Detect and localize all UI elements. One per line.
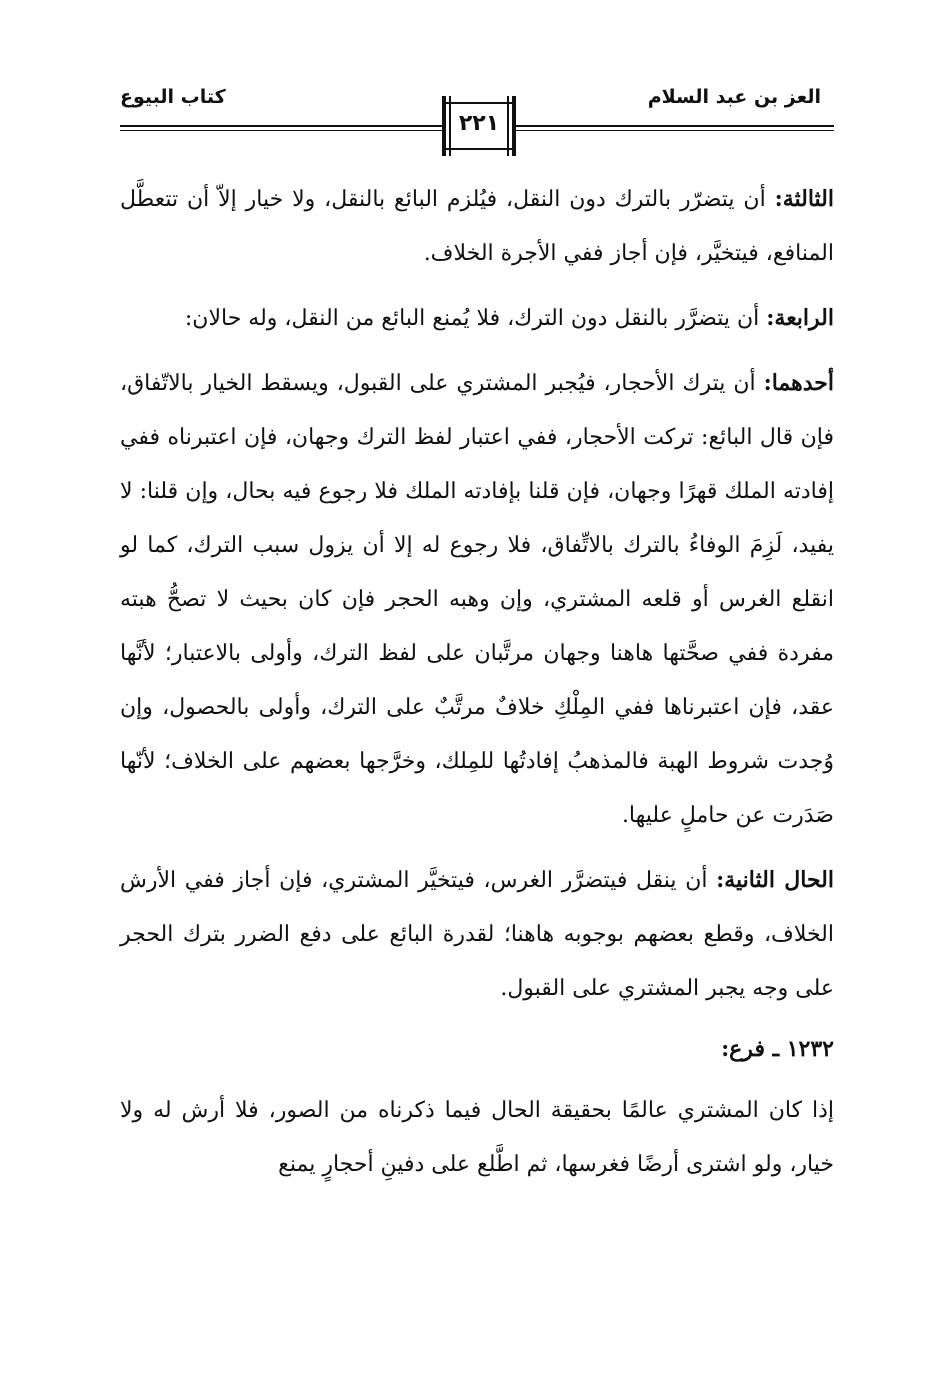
page-number: ٢٢١ <box>458 111 500 136</box>
page-number-frame <box>442 96 516 156</box>
running-header-book-title: كتاب البيوع <box>120 86 226 108</box>
paragraph-lead: الحال الثانية: <box>716 867 834 893</box>
header-rule-left <box>120 125 442 131</box>
paragraph-text: أن يتضرَّر بالنقل دون الترك، فلا يُمنع البائع من النقل، وله حالان: <box>184 306 767 331</box>
paragraph-lead: الثالثة: <box>774 186 834 212</box>
paragraph-second-state <box>120 853 834 1016</box>
section-heading: ١٢٣٢ ـ فرع: <box>721 1036 834 1062</box>
running-header-author: العز بن عبد السلام <box>647 86 821 108</box>
paragraph-text: أن يتضرّر بالترك دون النقل، فيُلزم البائع بالنقل، ولا خيار إلاّ أن تتعطَّل المنافع، فيتخيَّر، فإن أجاز ففي الأجرة الخلاف. <box>120 187 834 266</box>
paragraph-lead: أحدهما: <box>763 370 834 396</box>
paragraph-first-state <box>120 356 834 843</box>
paragraph-text: أن يترك الأحجار، فيُجبر المشتري على القبول، ويسقط الخيار بالاتّفاق، فإن قال البائع: تركت الأحجار، ففي اعتبار لفظ الترك وجهان، فإن اعتبرناه ففي إفادته الملك قهرًا وجهان، فإن قلنا بإفادته الملك فلا رجوع فيه بحال، وإن قلنا: لا يفيد، لَزِمَ الوفاءُ بالترك بالاتِّفاق، فلا رجوع له إلا أن يزول سبب الترك، كما لو انقلع الغرس أو قلعه المشتري، وإن وهبه الحجر فإن كان بحيث لا تصحُّ هبته مفردة ففي صحَّتها هاهنا وجهان مرتَّبان على لفظ الترك، وأولى بالاعتبار؛ لأنَّها عقد، فإن اعتبرناها ففي المِلْكِ خلافٌ مرتَّبٌ على الترك، وأولى بالحصول، وإن وُجدت شروط الهبة فالمذهبُ إفادتُها للمِلك، وخرَّجها بعضهم على الخلاف؛ لأنّها صَدَرت عن حاملٍ عليها. <box>120 371 834 828</box>
section-paragraph: إذا كان المشتري عالمًا بحقيقة الحال فيما ذكرناه من الصور، فلا أرش له ولا خيار، ولو اشترى أرضًا فغرسها، ثم اطَّلع على دفينِ أحجارٍ يمنع <box>120 1098 834 1177</box>
paragraph-lead: الرابعة: <box>766 305 834 331</box>
paragraph-text: أن ينقل فيتضرَّر الغرس، فيتخيَّر المشتري، فإن أجاز ففي الأرش الخلاف، وقطع بعضهم بوجوبه هاهنا؛ لقدرة البائع على دفع الضرر بترك الحجر على وجه يجبر المشتري على القبول. <box>120 868 834 1001</box>
body-text <box>120 172 834 1192</box>
header-rule-right <box>516 125 834 131</box>
paragraph-fourth-case <box>120 291 834 346</box>
paragraph-third-case <box>120 172 834 281</box>
